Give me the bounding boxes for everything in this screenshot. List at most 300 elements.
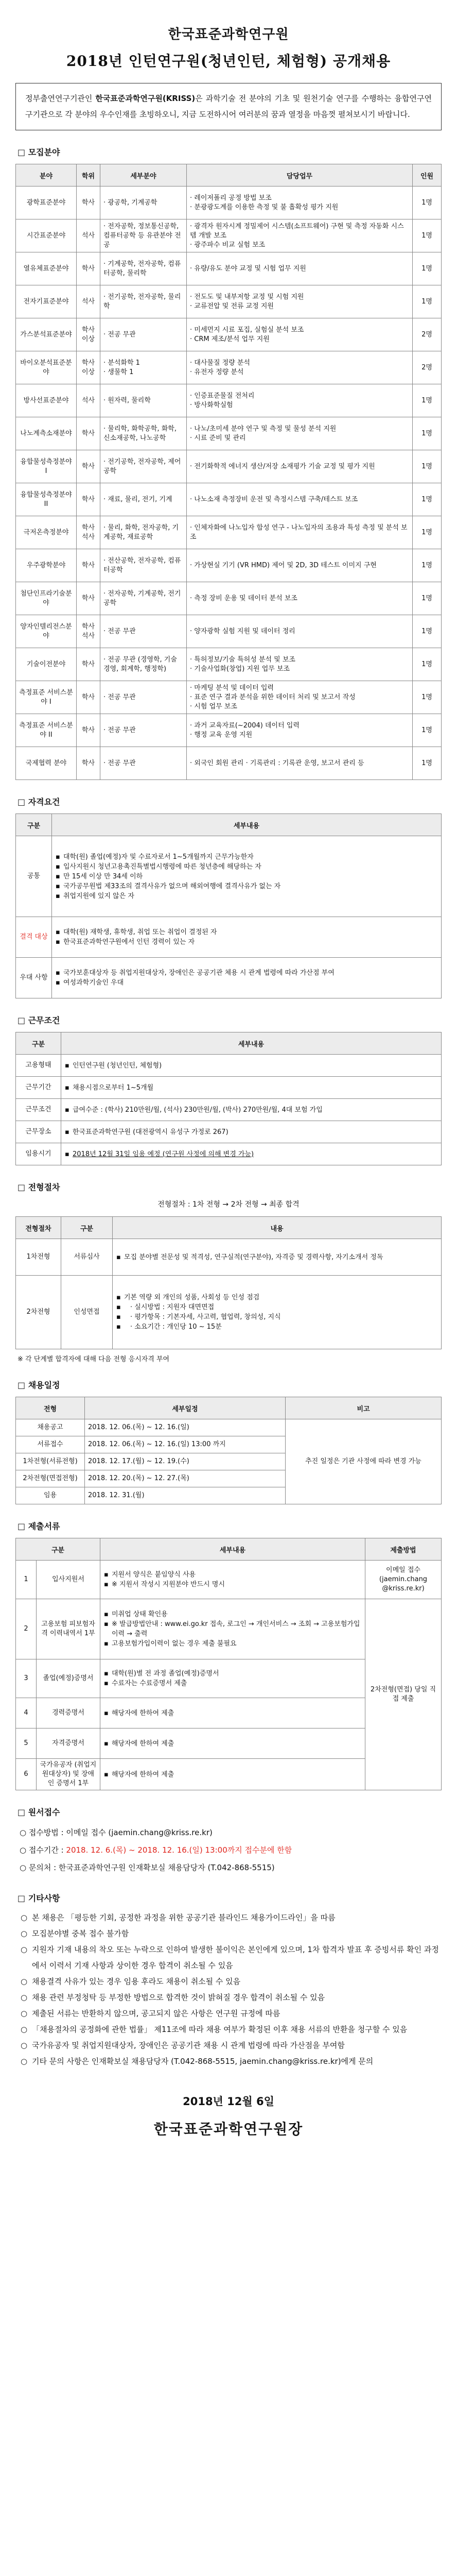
etc-item: [21, 1990, 442, 2006]
bullet-item: ▪ 미취업 상태 확인용: [111, 1609, 362, 1619]
schedule-stage: 채용공고: [16, 1419, 85, 1436]
recruit-field: 우주광학분야: [16, 549, 77, 582]
docs-header-row: [16, 1538, 442, 1561]
docs-no: 3: [16, 1659, 37, 1698]
docs-name: 졸업(예정)증명서: [37, 1659, 100, 1698]
process-table-body: [16, 1239, 442, 1349]
recruit-duty: · 외국인 회원 관리 · 기록관리 : 기록관 운영, 보고서 관리 등: [187, 747, 413, 780]
bullet-item: ▪ · 소요기간 : 개인당 10 ~ 15분: [123, 1322, 438, 1332]
etc-list: [15, 1910, 442, 2070]
recruit-detail: · 전산공학, 전자공학, 컴퓨터공학: [100, 549, 187, 582]
recruit-duty: · 양자광학 실험 지원 및 데이터 정리: [187, 615, 413, 648]
recruit-detail: · 물리, 화학, 전자공학, 기계공학, 재료공학: [100, 516, 187, 549]
apply-contact-value: 한국표준과학연구원 인재확보실 채용담당자 (T.042-868-5515): [58, 1863, 275, 1872]
schedule-header-remark: 비고: [286, 1397, 442, 1419]
bullet-list: [64, 1149, 438, 1159]
process-header-type: 구분: [61, 1217, 113, 1239]
docs-row: [16, 1561, 442, 1599]
recruit-field: 가스분석표준분야: [16, 318, 77, 351]
process-content: [113, 1276, 442, 1349]
work-detail: [61, 1055, 442, 1077]
bullet-list: [103, 1739, 362, 1749]
work-row: [16, 1077, 442, 1099]
recruit-detail: · 전공 무관: [100, 681, 187, 714]
recruit-count: 1명: [413, 187, 442, 219]
recruit-detail: · 전공 무관: [100, 318, 187, 351]
bullet-item: ▪ ※ 발급방법안내 : www.ei.go.kr 접속, 로그인 → 개인서비스 → 조회 → 고용보험가입이력 → 출력: [111, 1619, 362, 1639]
apply-period-label: ○ 접수기간 :: [20, 1845, 66, 1855]
etc-text: 제출된 서류는 반환하지 않으며, 공고되지 않은 사항은 연구원 규정에 따름: [32, 2009, 280, 2018]
schedule-date: 2018. 12. 17.(월) ~ 12. 19.(수): [85, 1453, 286, 1470]
section-title-process: □ 전형절차: [17, 1182, 60, 1192]
recruit-row: [16, 187, 442, 219]
recruit-field: 열유체표준분야: [16, 252, 77, 285]
bullet-item: ▪ 모집 분야별 전문성 및 적격성, 연구실적(연구분야), 자격증 및 경력사항, 자기소개서 정독: [123, 1252, 438, 1262]
bullet-item: ▪ 해당자에 한하여 제출: [111, 1708, 362, 1718]
docs-no: 1: [16, 1561, 37, 1599]
schedule-stage: 서류접수: [16, 1436, 85, 1453]
recruit-duty: · 가상현실 기기 (VR HMD) 제어 및 2D, 3D 테스트 이미지 구현: [187, 549, 413, 582]
recruit-degree: 학사: [77, 549, 100, 582]
recruit-degree: 학사 석사: [77, 615, 100, 648]
qualify-row: [16, 917, 442, 958]
recruit-count: 1명: [413, 450, 442, 483]
recruit-duty: · 마케팅 분석 및 데이터 입력 · 표준 연구 결과 분석을 위한 데이터 처리 및 보고서 작성 · 시험 업무 보조: [187, 681, 413, 714]
bullet-item: ▪ 채용시점으로부터 1~5개월: [72, 1083, 438, 1093]
schedule-date: 2018. 12. 06.(목) ~ 12. 16.(일) 13:00 까지: [85, 1436, 286, 1453]
etc-item: [21, 1942, 442, 1974]
recruit-count: 2명: [413, 351, 442, 384]
etc-bullet: ○: [21, 2057, 28, 2066]
schedule-stage: 2차전형(면접전형): [16, 1470, 85, 1487]
work-label: 근무장소: [16, 1121, 61, 1143]
recruit-row: [16, 252, 442, 285]
recruit-row: [16, 549, 442, 582]
qualify-items: [52, 917, 442, 958]
etc-text: 「채용절차의 공정화에 관한 법률」 제11조에 따라 채용 여부가 확정된 이후 채용 서류의 반환을 청구할 수 있음: [32, 2025, 408, 2034]
recruit-count: 1명: [413, 549, 442, 582]
recruit-header-duty: 담당업무: [187, 164, 413, 187]
bullet-item: ▪ 한국표준과학연구원에서 인턴 경력이 있는 자: [62, 937, 438, 947]
schedule-row: [16, 1419, 442, 1436]
recruit-degree: 학사 이상: [77, 351, 100, 384]
recruit-row: [16, 384, 442, 417]
recruit-degree: 학사: [77, 417, 100, 450]
recruit-row: [16, 483, 442, 516]
intro-text: 은 과학기술 전 분야의 기초 및 원천기술 연구를 수행하는 융합연구연구기관으로 각 분야의 우수인재를 초빙하오니, 지금 도전하시어 여러분의 꿈과 열정을 마음껏 펼쳐보시기 바랍니다.: [25, 94, 432, 119]
docs-no: 5: [16, 1728, 37, 1759]
schedule-table-body: [16, 1419, 442, 1504]
recruit-duty: · 대사물질 정량 분석 · 유전자 정량 분석: [187, 351, 413, 384]
apply-period-value: 2018. 12. 6.(목) ~ 2018. 12. 16.(일) 13:00까지 접수분에 한함: [66, 1845, 292, 1855]
recruit-table: [15, 164, 442, 780]
recruit-row: [16, 318, 442, 351]
bullet-list: [64, 1083, 438, 1093]
work-detail: [61, 1143, 442, 1165]
etc-bullet: ○: [21, 1945, 28, 1954]
recruit-duty: · 전도도 및 내부저항 교정 및 시험 지원 · 교류전압 및 전류 교정 지원: [187, 285, 413, 318]
work-detail: [61, 1077, 442, 1099]
recruit-header-degree: 학위: [77, 164, 100, 187]
recruit-field: 광학표준분야: [16, 187, 77, 219]
section-title-etc: □ 기타사항: [17, 1893, 60, 1903]
docs-detail: [100, 1599, 365, 1659]
bullet-list: [64, 1061, 438, 1071]
work-table-body: [16, 1055, 442, 1165]
work-table: [15, 1032, 442, 1165]
process-content: [113, 1239, 442, 1276]
bullet-item: ▪ 고용보험가입이력이 없는 경우 제출 불필요: [111, 1639, 362, 1649]
bullet-item: ▪ 취업지원에 있지 않은 자: [62, 891, 438, 901]
bullet-item: ▪ 국가보훈대상자 등 취업지원대상자, 장애인은 공공기관 체용 시 관계 법령에 따라 가산점 부여: [62, 968, 438, 978]
work-header-type: 구분: [16, 1032, 61, 1055]
recruit-field: 기술이전분야: [16, 648, 77, 681]
qualify-label: 결격 대상: [16, 917, 52, 958]
docs-name: 입사지원서: [37, 1561, 100, 1599]
recruit-row: [16, 747, 442, 780]
apply-period: [20, 1841, 442, 1859]
recruit-duty: · 유량/유도 분야 교정 및 시험 업무 지원: [187, 252, 413, 285]
recruit-row: [16, 681, 442, 714]
docs-detail: [100, 1698, 365, 1728]
etc-bullet: ○: [21, 1913, 28, 1922]
document-header: [15, 0, 442, 71]
recruit-degree: 학사: [77, 714, 100, 747]
recruit-degree: 학사: [77, 582, 100, 615]
recruit-duty: · 인증표준물질 전처리 · 방사화학실험: [187, 384, 413, 417]
intro-org: 한국표준과학연구원(KRISS): [95, 94, 196, 103]
docs-row: [16, 1599, 442, 1659]
bullet-item: ▪ 한국표준과학연구원 (대전광역시 유성구 가정로 267): [72, 1127, 438, 1137]
recruit-degree: 학사 석사: [77, 516, 100, 549]
schedule-header-row: [16, 1397, 442, 1419]
recruit-table-body: [16, 187, 442, 780]
recruit-detail: · 재료, 물리, 전기, 기계: [100, 483, 187, 516]
etc-text: 채용 관련 부정청탁 등 부정한 방법으로 합격한 것이 밝혀질 경우 합격이 취소될 수 있음: [32, 1993, 325, 2002]
page-title: 2018년 인턴연구원(청년인턴, 체험형) 공개채용: [66, 53, 391, 70]
recruit-duty: · 나노/초미세 분야 연구 및 측정 및 물성 분석 지원 · 시료 준비 및 관리: [187, 417, 413, 450]
recruit-degree: 학사: [77, 648, 100, 681]
issuer-name: 한국표준과학연구원장: [153, 2121, 304, 2138]
recruit-detail: · 전공 무관: [100, 747, 187, 780]
schedule-remark: 추진 일정은 기관 사정에 따라 변경 가능: [286, 1419, 442, 1504]
recruit-detail: · 전자공학, 기계공학, 전기공학: [100, 582, 187, 615]
bullet-item: ▪ 해당자에 한하여 제출: [111, 1770, 362, 1780]
qualify-header-detail: 세부내용: [52, 814, 442, 836]
etc-bullet: ○: [21, 1929, 28, 1938]
recruit-count: 1명: [413, 285, 442, 318]
etc-bullet: ○: [21, 1977, 28, 1986]
recruit-row: [16, 450, 442, 483]
recruit-field: 측정표준 서비스분야 II: [16, 714, 77, 747]
process-header-content: 내용: [113, 1217, 442, 1239]
section-title-apply: □ 원서접수: [17, 1807, 60, 1817]
recruit-count: 1명: [413, 582, 442, 615]
recruit-row: [16, 648, 442, 681]
qualify-label: 우대 사항: [16, 958, 52, 998]
recruit-degree: 학사: [77, 483, 100, 516]
org-heading: 한국표준과학연구원: [168, 27, 289, 42]
recruit-detail: · 전자공학, 정보통신공학, 컴퓨터공학 등 유관분야 전공: [100, 219, 187, 252]
bullet-list: [55, 968, 438, 988]
section-title-schedule: □ 채용일정: [17, 1380, 60, 1390]
bullet-item: ▪ 만 15세 이상 만 34세 이하: [62, 872, 438, 882]
section-title-docs: □ 제출서류: [17, 1521, 60, 1531]
qualify-items: [52, 836, 442, 917]
etc-text: 본 채용은 「평등한 기회, 공정한 과정을 위한 공공기관 블라인드 채용가이드라인」을 따름: [32, 1913, 336, 1922]
process-row: [16, 1276, 442, 1349]
docs-header-detail: 세부내용: [100, 1538, 365, 1561]
docs-header-type: 구분: [16, 1538, 100, 1561]
docs-name: 국가유공자 (취업지원대상자) 및 장애인 증명서 1부: [37, 1759, 100, 1790]
bullet-item: ▪ · 평가항목 : 기본자세, 사고력, 협업력, 창의성, 지식: [123, 1312, 438, 1322]
schedule-header-stage: 전형: [16, 1397, 85, 1419]
docs-header-method: 제출방법: [365, 1538, 442, 1561]
recruit-degree: 학사: [77, 450, 100, 483]
bullet-item: ▪ 인턴연구원 (청년인턴, 체험형): [72, 1061, 438, 1071]
recruit-field: 융합물성측정분야 I: [16, 450, 77, 483]
etc-item: [21, 2054, 442, 2070]
intro-box: [15, 83, 442, 130]
recruit-detail: · 물리학, 화학공학, 화학, 신소재공학, 나노공학: [100, 417, 187, 450]
recruit-duty: · 과거 교육자료(~2004) 데이터 입력 · 행정 교육 운영 지원: [187, 714, 413, 747]
recruit-field: 측정표준 서비스분야 I: [16, 681, 77, 714]
bullet-list: [116, 1252, 438, 1262]
process-type: 인성면접: [61, 1276, 113, 1349]
bullet-item: ▪ 대학(원) 재학생, 휴학생, 취업 또는 취업이 결정된 자: [62, 927, 438, 937]
bullet-list: [116, 1293, 438, 1332]
process-type: 서류심사: [61, 1239, 113, 1276]
bullet-list: [64, 1105, 438, 1115]
recruit-detail: · 전공 무관 (경영학, 기술경영, 회계학, 행정학): [100, 648, 187, 681]
process-table: [15, 1216, 442, 1349]
qualify-table-body: [16, 836, 442, 998]
etc-bullet: ○: [21, 1993, 28, 2002]
qualify-items: [52, 958, 442, 998]
recruit-count: 1명: [413, 615, 442, 648]
recruit-duty: · 레이저폴리 공정 방법 보조 · 분광광도계를 이용한 측정 및 불 흡확성 평가 지원: [187, 187, 413, 219]
etc-item: [21, 2006, 442, 2022]
work-row: [16, 1143, 442, 1165]
schedule-table: [15, 1397, 442, 1504]
recruit-detail: · 원자력, 물리학: [100, 384, 187, 417]
apply-info: [15, 1824, 442, 1876]
recruit-count: 1명: [413, 219, 442, 252]
apply-method: [20, 1824, 442, 1841]
bullet-item: ▪ 대학(원) 졸업(예정)자 및 수료자로서 1~5개월까지 근무가능한자: [62, 852, 438, 862]
docs-no: 2: [16, 1599, 37, 1659]
etc-text: 모집분야별 중복 접수 불가함: [32, 1929, 129, 1938]
recruit-row: [16, 417, 442, 450]
recruit-row: [16, 714, 442, 747]
bullet-item: ▪ 여성과학기술인 우대: [62, 978, 438, 988]
etc-text: 지원자 기재 내용의 착오 또는 누락으로 인하여 발생한 불이익은 본인에게 있으며, 1차 합격자 발표 후 증빙서류 확인 과정에서 이력서 기재 사항과 상이한 경우 합격이 취소될 수 있음: [32, 1945, 439, 1970]
docs-detail: [100, 1561, 365, 1599]
qualify-header-type: 구분: [16, 814, 52, 836]
process-stage: 1차전형: [16, 1239, 61, 1276]
qualify-table: [15, 814, 442, 998]
work-detail: [61, 1121, 442, 1143]
docs-detail: [100, 1728, 365, 1759]
bullet-list: [64, 1127, 438, 1137]
recruit-count: 1명: [413, 648, 442, 681]
work-label: 근무기간: [16, 1077, 61, 1099]
docs-detail: [100, 1759, 365, 1790]
recruit-field: 융합물성측정분야 II: [16, 483, 77, 516]
section-title-work: □ 근무조건: [17, 1015, 60, 1025]
schedule-date: 2018. 12. 06.(목) ~ 12. 16.(일): [85, 1419, 286, 1436]
apply-method-value: 이메일 접수 (jaemin.chang@kriss.re.kr): [66, 1828, 213, 1837]
work-label: 근무조건: [16, 1099, 61, 1121]
apply-contact: [20, 1859, 442, 1876]
work-label: 고용형태: [16, 1055, 61, 1077]
apply-method-label: ○ 접수방법 :: [20, 1828, 66, 1837]
recruit-header-field: 분야: [16, 164, 77, 187]
recruit-duty: · 나노소재 측정장비 운전 및 측정시스템 구축/테스트 보조: [187, 483, 413, 516]
recruit-duty: · 측정 장비 운용 및 데이터 분석 보조: [187, 582, 413, 615]
recruit-field: 전자기표준분야: [16, 285, 77, 318]
recruit-degree: 학사: [77, 681, 100, 714]
docs-name: 경력증명서: [37, 1698, 100, 1728]
recruit-duty: · 인체자화에 나노입자 합성 연구 - 나노입자의 조용과 특성 측정 및 분석 보조: [187, 516, 413, 549]
bullet-item: ▪ 지원서 양식은 붙임양식 사용: [111, 1570, 362, 1580]
docs-no: 4: [16, 1698, 37, 1728]
recruit-degree: 학사: [77, 187, 100, 219]
recruit-field: 시간표준분야: [16, 219, 77, 252]
process-note: ※ 각 단계별 합격자에 대해 다음 전형 응시자격 부여: [17, 1355, 170, 1363]
etc-bullet: ○: [21, 2009, 28, 2018]
docs-no: 6: [16, 1759, 37, 1790]
process-stage: 2차전형: [16, 1276, 61, 1349]
bullet-item: ▪ 입사지원시 청년고용촉진특별법시행령에 따른 청년층에 해당하는 자: [62, 862, 438, 872]
qualify-label: 공통: [16, 836, 52, 917]
bullet-item: ▪ 국가공무원법 제33조의 결격사유가 없으며 해외여행에 결격사유가 없는 자: [62, 882, 438, 891]
bullet-item: ▪ 수료자는 수료증명서 제출: [111, 1679, 362, 1688]
recruit-row: [16, 516, 442, 549]
recruit-field: 방사선표준분야: [16, 384, 77, 417]
recruit-count: 1명: [413, 681, 442, 714]
recruit-detail: · 전공 무관: [100, 714, 187, 747]
document-footer: [15, 2093, 442, 2139]
section-title-recruit: □ 모집분야: [17, 147, 60, 157]
bullet-item: ▪ 기본 역량 외 개인의 성품, 사회성 등 인성 점검: [123, 1293, 438, 1302]
recruit-field: 양자인텔리전스분야: [16, 615, 77, 648]
work-label: 임용시기: [16, 1143, 61, 1165]
bullet-list: [103, 1708, 362, 1718]
recruit-count: 1명: [413, 516, 442, 549]
schedule-stage: 임용: [16, 1487, 85, 1504]
bullet-item: ▪ · 실시방법 : 지원자 대면면접: [123, 1302, 438, 1312]
recruit-row: [16, 615, 442, 648]
issue-date: 2018년 12월 6일: [183, 2095, 274, 2108]
recruit-degree: 석사: [77, 285, 100, 318]
recruit-field: 바이오분석표준분야: [16, 351, 77, 384]
etc-text: 국가유공자 및 취업지원대상자, 장애인은 공공기관 채용 시 관계 법령에 따라 가산점을 부여함: [32, 2041, 345, 2050]
etc-text: 채용결격 사유가 있는 경우 임용 후라도 채용이 취소될 수 있음: [32, 1977, 241, 1986]
docs-detail: [100, 1659, 365, 1698]
recruit-detail: · 광공학, 기계공학: [100, 187, 187, 219]
docs-table-body: [16, 1561, 442, 1790]
docs-method-merged: 2차전형(면접) 당일 직접 제출: [365, 1599, 442, 1790]
work-header-detail: 세부내용: [61, 1032, 442, 1055]
recruit-header-count: 인원: [413, 164, 442, 187]
bullet-list: [103, 1770, 362, 1780]
recruit-degree: 석사: [77, 219, 100, 252]
recruit-degree: 학사: [77, 252, 100, 285]
docs-name: 자격증명서: [37, 1728, 100, 1759]
recruit-count: 1명: [413, 252, 442, 285]
etc-item: [21, 1910, 442, 1926]
etc-item: [21, 2022, 442, 2038]
recruit-header-detail: 세부분야: [100, 164, 187, 187]
schedule-date: 2018. 12. 31.(월): [85, 1487, 286, 1504]
document-page: [15, 0, 442, 2139]
schedule-header-date: 세부일정: [85, 1397, 286, 1419]
recruit-degree: 학사: [77, 747, 100, 780]
recruit-row: [16, 351, 442, 384]
recruit-duty: · 미세먼지 시료 포집, 실험실 분석 보조 · CRM 제조/분석 업무 지원: [187, 318, 413, 351]
bullet-item: ▪ 해당자에 한하여 제출: [111, 1739, 362, 1749]
recruit-count: 1명: [413, 714, 442, 747]
bullet-item: ▪ 급여수준 : (학사) 210만원/월, (석사) 230만원/월, (박사) 270만원/월, 4대 보험 가입: [72, 1105, 438, 1115]
recruit-degree: 학사 이상: [77, 318, 100, 351]
recruit-field: 극저온측정분야: [16, 516, 77, 549]
etc-item: [21, 2038, 442, 2054]
work-row: [16, 1121, 442, 1143]
schedule-date: 2018. 12. 20.(목) ~ 12. 27.(목): [85, 1470, 286, 1487]
docs-name: 고용보험 피보험자격 이력내역서 1부: [37, 1599, 100, 1659]
recruit-field: 국제협력 분야: [16, 747, 77, 780]
recruit-detail: · 전공 무관: [100, 615, 187, 648]
bullet-list: [55, 852, 438, 901]
recruit-duty: · 특허정보/기술 특허성 분석 및 보조 · 기술사업화(창업) 지원 업무 보조: [187, 648, 413, 681]
qualify-header-row: [16, 814, 442, 836]
recruit-header-row: [16, 164, 442, 187]
recruit-duty: · 전기화학적 에너지 생산/저장 소재평가 기술 교정 및 평가 지원: [187, 450, 413, 483]
recruit-detail: · 분석화학 1 · 생물학 1: [100, 351, 187, 384]
bullet-list: [103, 1669, 362, 1688]
recruit-count: 2명: [413, 318, 442, 351]
recruit-count: 1명: [413, 747, 442, 780]
intro-lead: 정부출연연구기관인: [25, 94, 96, 103]
recruit-detail: · 전기공학, 전자공학, 제어공학: [100, 450, 187, 483]
recruit-field: 첨단인프라기술분야: [16, 582, 77, 615]
recruit-row: [16, 582, 442, 615]
etc-item: [21, 1974, 442, 1990]
recruit-row: [16, 285, 442, 318]
docs-method-email: 이메일 접수 (jaemin.chang @kriss.re.kr): [365, 1561, 442, 1599]
bullet-item: ▪ ※ 지원서 작성시 지원분야 반드시 명시: [111, 1580, 362, 1589]
work-row: [16, 1055, 442, 1077]
recruit-duty: · 광격자 원자시계 정밀제어 시스템(소프트웨어) 구현 및 측정 자동화 시스템 개발 보조 · 광주파수 비교 실험 보조: [187, 219, 413, 252]
recruit-degree: 석사: [77, 384, 100, 417]
recruit-count: 1명: [413, 483, 442, 516]
apply-contact-label: ○ 문의처 :: [20, 1863, 59, 1872]
recruit-count: 1명: [413, 384, 442, 417]
recruit-detail: · 전기공학, 전자공학, 물리학: [100, 285, 187, 318]
schedule-stage: 1차전형(서류전형): [16, 1453, 85, 1470]
process-header-row: [16, 1217, 442, 1239]
bullet-list: [55, 927, 438, 947]
process-row: [16, 1239, 442, 1276]
recruit-row: [16, 219, 442, 252]
process-header-stage: 전형절차: [16, 1217, 61, 1239]
etc-bullet: ○: [21, 2025, 28, 2034]
docs-table: [15, 1538, 442, 1790]
bullet-list: [103, 1609, 362, 1649]
recruit-detail: · 기계공학, 전자공학, 컴퓨터공학, 물리학: [100, 252, 187, 285]
work-row: [16, 1099, 442, 1121]
